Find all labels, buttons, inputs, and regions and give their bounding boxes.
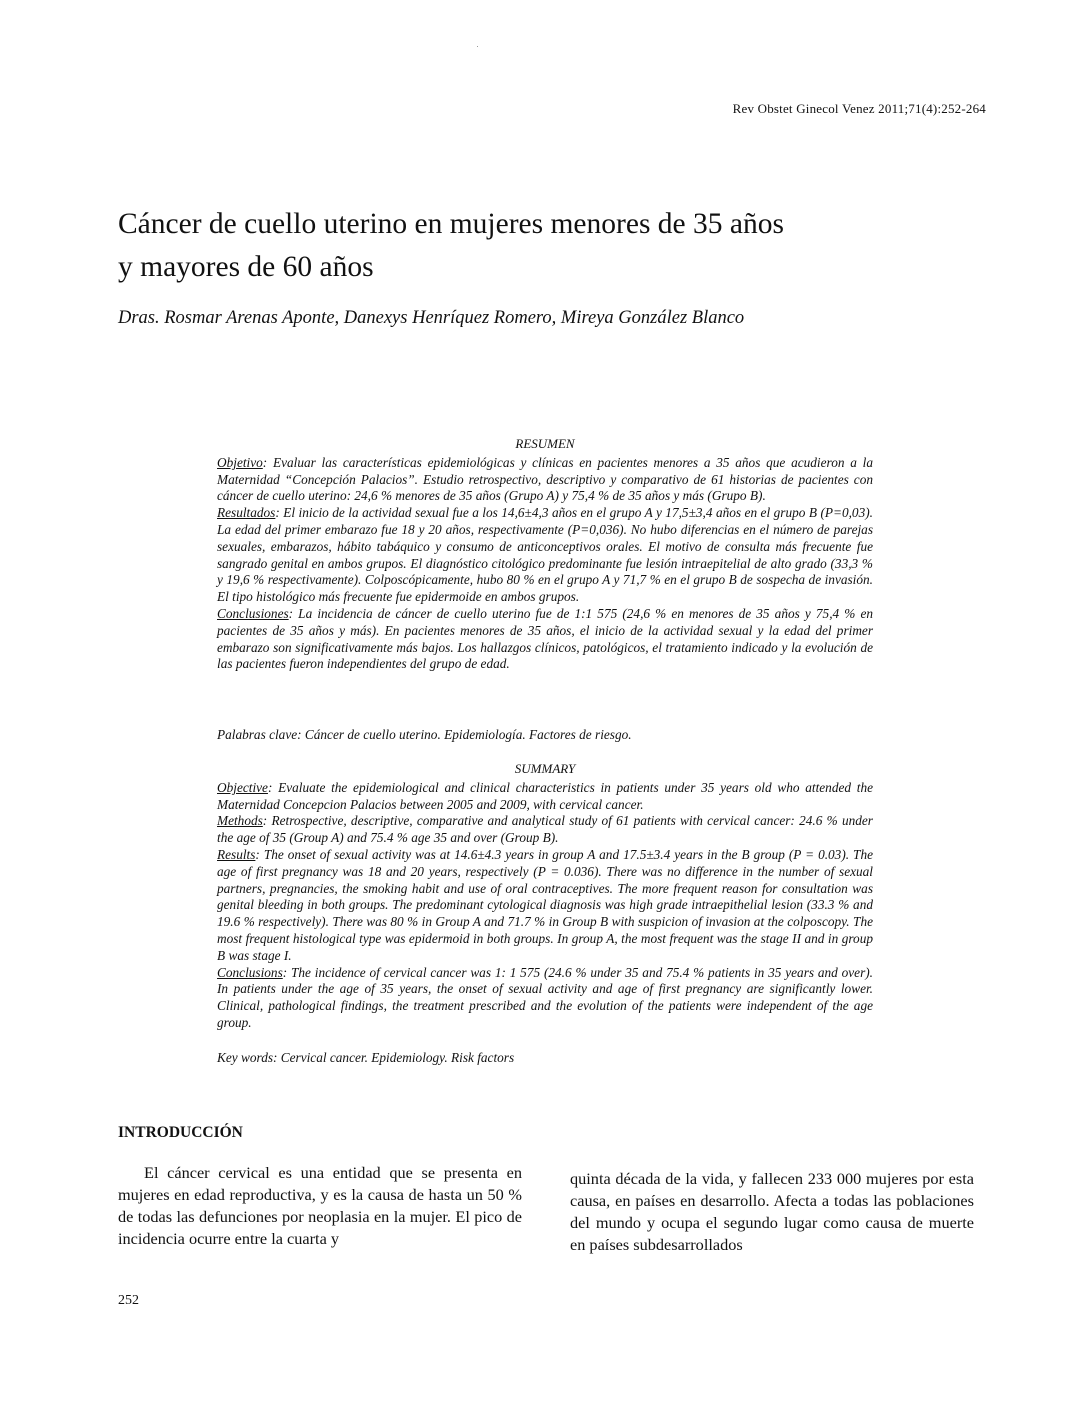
resultados-text: : El inicio de la actividad sexual fue a los 14,6±4,3 años en el grupo A y 17,5±3,4 años en el grupo B (P=0,03). La edad del primer embarazo fue 18 y 20 años, respectivamente (P=0,036). No hubo diferencias en el número de parejas sexuales, embarazos, hábito tabáquico y consumo de anticonceptivos orales. El motivo de consulta más frecuente fue sangrado genital en ambos grupos. El diagnóstico citológico predominante fue lesión intraepitelial de alto grado (33,3 % y 19,6 % respectivamente). Colposcópicamente, hubo 80 % en el grupo A y 71,7 % en el grupo B de sospecha de invasión. El tipo histológico más frecuente fue epidermoide en ambos grupos. — [217, 505, 873, 605]
key-words: Key words: Cervical cancer. Epidemiology. Risk factors — [217, 1050, 515, 1065]
intro-column-right: quinta década de la vida, y fallecen 233 000 mujeres por esta causa, en países en desarrollo. Afecta a todas las poblaciones del mundo y ocupa el segundo lugar como causa de muerte en países subdesarrollados — [570, 1169, 974, 1254]
methods-text: : Retrospective, descriptive, comparative and analytical study of 61 patients with cervical cancer: 24.6 % under the age of 35 (Group A) and 75.4 % age 35 and over (Group B). — [217, 813, 873, 846]
page-number: 252 — [118, 1293, 139, 1308]
summary-results — [217, 847, 873, 965]
introduction-heading: INTRODUCCIÓN — [118, 1124, 243, 1141]
scan-dot — [477, 46, 478, 47]
results-text: : The onset of sexual activity was at 14.6±4.3 years in group A and 17.5±3.4 years in the B group (P = 0.03). The age of first pregnancy was 18 and 20 years, respectively (P = 0.036). There was no difference in the number of sexual partners, pregnancies, the smoking habit and use of oral contraceptives. The more frequent reason for consultation was genital bleeding in both groups. The predominant cytological diagnosis was high grade intraepithelial lesion (33.3 % and 19.6 % respectively). There was 80 % in Group A and 71.7 % in Group B with suspicion of invasion at the colposcopy. The most frequent histological type was epidermoid in both groups. In group A, the most frequent was the stage II and in group B was stage I. — [217, 846, 873, 963]
title-line-1: Cáncer de cuello uterino en mujeres menores de 35 años — [118, 208, 784, 240]
author-list: Dras. Rosmar Arenas Aponte, Danexys Henríquez Romero, Mireya González Blanco — [118, 308, 745, 328]
article-title — [118, 203, 978, 289]
conclusions-text: : The incidence of cervical cancer was 1: 1 575 (24.6 % under 35 and 75.4 % patients in 35 years and over). In patients under the age of 35 years, the onset of sexual activity and age of first pregnancy are significantly lower. Clinical, pathological findings, the treatment prescribed and the evolution of the patients were independent of the age group. — [217, 964, 873, 1030]
summary-objective — [217, 780, 873, 814]
resumen-resultados — [217, 505, 873, 606]
objetivo-label: Objetivo — [217, 454, 263, 470]
objective-label: Objective — [217, 779, 268, 795]
summary-section — [217, 761, 873, 1032]
title-line-2: y mayores de 60 años — [118, 251, 374, 283]
objective-text: : Evaluate the epidemiological and clinical characteristics in patients under 35 years old who attended the Maternidad Concepcion Palacios between 2005 and 2009, with cervical cancer. — [217, 779, 873, 812]
resumen-heading: RESUMEN — [515, 436, 575, 451]
conclusiones-text: : La incidencia de cáncer de cuello uterino fue de 1:1 575 (24,6 % en menores de 35 años y 75,4 % en pacientes de 35 años y más). En pacientes menores de 35 años, el inicio de la actividad sexual y la edad del primer embarazo son significativamente más bajos. Los hallazgos clínicos, patológicos, el tratamiento indicado y la evolución de las pacientes fueron independientes del grupo de edad. — [217, 605, 873, 672]
intro-column-left: El cáncer cervical es una entidad que se presenta en mujeres en edad reproductiva, y es la causa de hasta un 50 % de todas las defunciones por neoplasia en la mujer. El pico de incidencia ocurre entre la cuarta y — [118, 1163, 522, 1248]
resultados-label: Resultados — [217, 505, 276, 521]
objetivo-text: : Evaluar las características epidemiológicas y clínicas en pacientes menores a 35 años que acudieron a la Maternidad “Concepción Palacios”. Estudio retrospectivo, descriptivo y comparativo de 61 historias de pacientes con cáncer de cuello uterino: 24,6 % menores de 35 años (Grupo A) y 75,4 % de 35 años y más (Grupo B). — [217, 454, 873, 504]
summary-methods — [217, 813, 873, 847]
resumen-section — [217, 436, 873, 673]
palabras-clave: Palabras clave: Cáncer de cuello uterino. Epidemiología. Factores de riesgo. — [217, 727, 632, 742]
summary-conclusions — [217, 965, 873, 1032]
conclusions-label: Conclusions — [217, 964, 283, 980]
journal-reference: Rev Obstet Ginecol Venez 2011;71(4):252-264 — [732, 101, 986, 116]
resumen-objetivo — [217, 455, 873, 505]
methods-label: Methods — [217, 813, 263, 829]
results-label: Results — [217, 846, 256, 862]
resumen-conclusiones — [217, 606, 873, 673]
conclusiones-label: Conclusiones — [217, 605, 289, 621]
summary-heading: SUMMARY — [514, 761, 576, 776]
